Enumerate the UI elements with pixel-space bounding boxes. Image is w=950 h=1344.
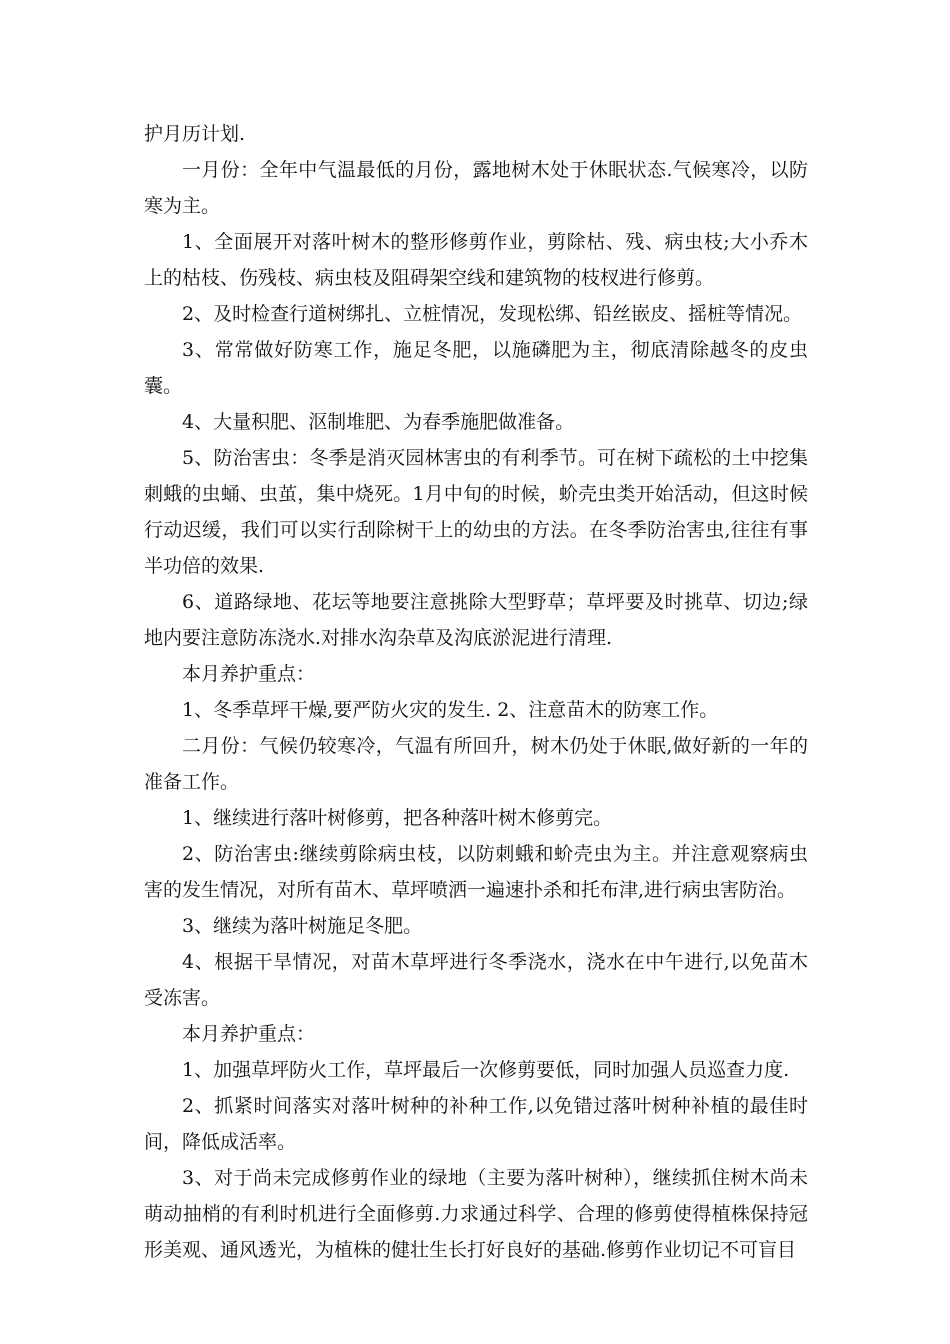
paragraph: 1、全面展开对落叶树木的整形修剪作业，剪除枯、残、病虫枝;大小乔木上的枯枝、伤残枝、病虫枝及阻碍架空线和建筑物的枝杈进行修剪。 [144,231,808,289]
paragraph: 1、加强草坪防火工作，草坪最后一次修剪要低，同时加强人员巡查力度. [182,1059,790,1081]
paragraph: 一月份：全年中气温最低的月份，露地树木处于休眠状态.气候寒冷，以防寒为主。 [144,159,808,217]
paragraph: 护月历计划. [144,123,246,145]
section-heading: 本月养护重点： [182,663,316,685]
paragraph: 5、防治害虫：冬季是消灭园林害虫的有利季节。可在树下疏松的土中挖集刺蛾的虫蛹、虫茧，集中烧死。1月中旬的时候，蚧壳虫类开始活动，但这时候行动迟缓，我们可以实行刮除树干上的幼虫的方法。在冬季防治害虫,往往有事半功倍的效果. [144,447,808,577]
paragraph: 3、常常做好防寒工作，施足冬肥，以施磷肥为主，彻底清除越冬的皮虫囊。 [144,339,808,397]
paragraph: 4、根据干旱情况，对苗木草坪进行冬季浇水，浇水在中午进行,以免苗木受冻害。 [144,951,808,1009]
paragraph: 1、继续进行落叶树修剪，把各种落叶树木修剪完。 [182,807,613,829]
paragraph: 二月份：气候仍较寒冷，气温有所回升，树木仍处于休眠,做好新的一年的准备工作。 [144,735,808,793]
paragraph: 2、抓紧时间落实对落叶树种的补种工作,以免错过落叶树种补植的最佳时间，降低成活率。 [144,1095,808,1153]
paragraph: 6、道路绿地、花坛等地要注意挑除大型野草；草坪要及时挑草、切边;绿地内要注意防冻浇水.对排水沟杂草及沟底淤泥进行清理. [144,591,808,649]
paragraph: 3、继续为落叶树施足冬肥。 [182,915,423,937]
paragraph: 1、冬季草坪干燥,要严防火灾的发生. 2、注意苗木的防寒工作。 [182,699,719,721]
section-heading: 本月养护重点： [182,1023,316,1045]
paragraph: 3、对于尚未完成修剪作业的绿地（主要为落叶树种），继续抓住树木尚未萌动抽梢的有利时机进行全面修剪.力求通过科学、合理的修剪使得植株保持冠形美观、通风透光，为植株的健壮生长打好良好的基础.修剪作业切记不可盲目 [144,1167,808,1261]
paragraph: 4、大量积肥、沤制堆肥、为春季施肥做准备。 [182,411,575,433]
paragraph: 2、防治害虫:继续剪除病虫枝，以防刺蛾和蚧壳虫为主。并注意观察病虫害的发生情况，对所有苗木、草坪喷洒一遍速扑杀和托布津,进行病虫害防治。 [144,843,808,901]
paragraph: 2、及时检查行道树绑扎、立桩情况，发现松绑、铅丝嵌皮、摇桩等情况。 [182,303,803,325]
document-body [144,116,808,1268]
